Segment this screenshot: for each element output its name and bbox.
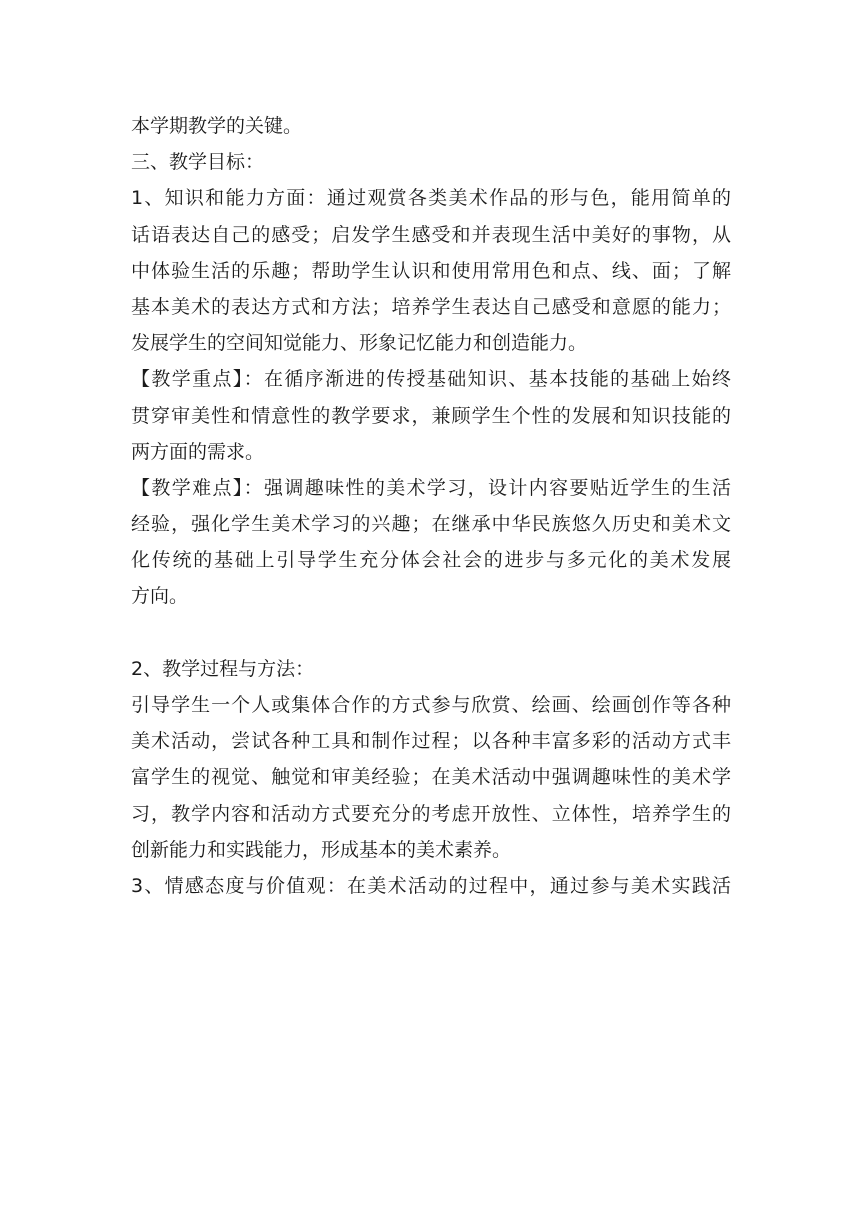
- text-line: 发展学生的空间知觉能力、形象记忆能力和创造能力。: [131, 332, 588, 355]
- text-line: 3、情感态度与价值观：在美术活动的过程中，通过参与美术实践活: [131, 874, 731, 897]
- text-line: 习，教学内容和活动方式要充分的考虑开放性、立体性，培养学生的: [131, 802, 731, 825]
- text-line: 【教学重点】：在循序渐进的传授基础知识、基本技能的基础上始终: [131, 368, 731, 391]
- section-heading: 三、教学目标：: [131, 151, 265, 174]
- blank-line: [131, 615, 731, 651]
- text-line: 引导学生一个人或集体合作的方式参与欣赏、绘画、绘画创作等各种: [131, 694, 731, 716]
- text-line: 【教学难点】：强调趣味性的美术学习，设计内容要贴近学生的生活: [131, 476, 731, 499]
- section-heading: 2、教学过程与方法：: [131, 657, 315, 680]
- text-line: 本学期教学的关键。: [131, 115, 303, 137]
- text-line: 创新能力和实践能力，形成基本的美术素养。: [131, 838, 512, 861]
- text-line: 基本美术的表达方式和方法；培养学生表达自己感受和意愿的能力；: [131, 295, 731, 318]
- text-line: 两方面的需求。: [131, 440, 265, 463]
- text-line: 贯穿审美性和情意性的教学要求，兼顾学生个性的发展和知识技能的: [131, 404, 731, 427]
- body-text: [131, 108, 731, 904]
- text-line: 化传统的基础上引导学生充分体会社会的进步与多元化的美术发展: [131, 549, 731, 572]
- text-line: 方向。: [131, 585, 189, 608]
- text-line: 话语表达自己的感受；启发学生感受和并表现生活中美好的事物，从: [131, 223, 731, 246]
- text-line: 1、知识和能力方面：通过观赏各类美术作品的形与色，能用简单的: [131, 187, 731, 210]
- text-line: 美术活动，尝试各种工具和制作过程；以各种丰富多彩的活动方式丰: [131, 730, 731, 753]
- text-line: 中体验生活的乐趣；帮助学生认识和使用常用色和点、线、面；了解: [131, 259, 731, 282]
- text-line: 富学生的视觉、触觉和审美经验；在美术活动中强调趣味性的美术学: [131, 766, 731, 789]
- text-line: 经验，强化学生美术学习的兴趣；在继承中华民族悠久历史和美术文: [131, 513, 731, 536]
